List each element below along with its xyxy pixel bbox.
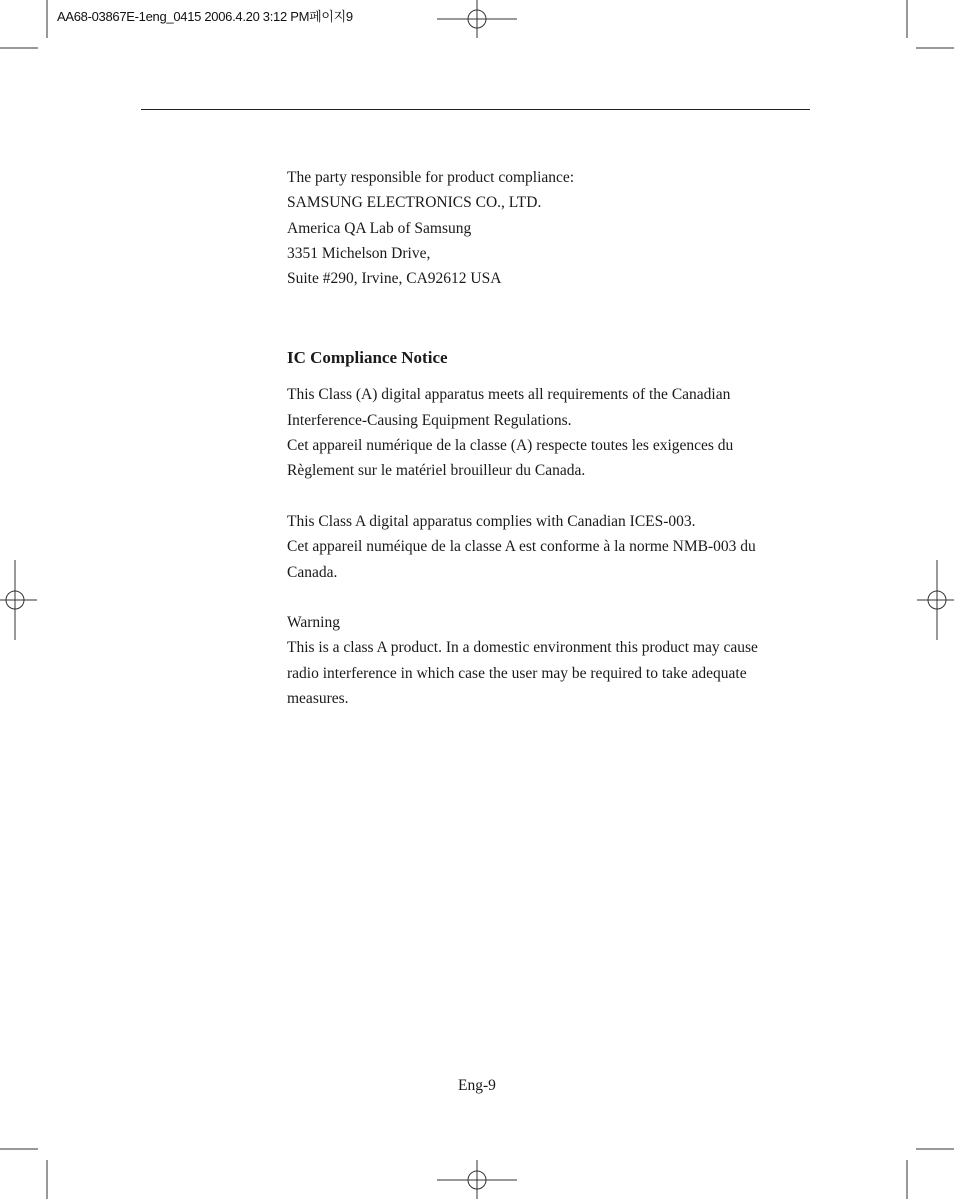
text-line: radio interference in which case the user may be required to take adequate	[287, 664, 747, 682]
ic-notice-paragraph-1	[287, 382, 817, 483]
text-line: Interference-Causing Equipment Regulations.	[287, 411, 572, 429]
text-line: This Class (A) digital apparatus meets all requirements of the Canadian	[287, 386, 731, 404]
company-name: SAMSUNG ELECTRONICS CO., LTD.	[287, 194, 542, 212]
compliance-party-line: The party responsible for product compliance:	[287, 169, 575, 186]
header-rule	[141, 109, 810, 110]
registration-mark-right	[917, 560, 954, 640]
registration-mark-bottom	[437, 1160, 517, 1199]
text-line: This Class A digital apparatus complies with Canadian ICES-003.	[287, 512, 696, 530]
warning-label: Warning	[287, 614, 340, 632]
address-city: Suite #290, Irvine, CA92612 USA	[287, 270, 502, 288]
registration-mark-left	[0, 560, 37, 640]
lab-name: America QA Lab of Samsung	[287, 219, 472, 237]
ic-notice-heading: IC Compliance Notice	[287, 348, 448, 368]
page-content	[287, 165, 817, 711]
text-line: Cet appareil numéique de la classe A est conforme à la norme NMB-003 du	[287, 538, 756, 556]
text-line: Règlement sur le matériel brouilleur du Canada.	[287, 462, 586, 480]
text-line: measures.	[287, 690, 349, 708]
print-slug: AA68-03867E-1eng_0415 2006.4.20 3:12 PM페이지9	[57, 9, 353, 24]
address-street: 3351 Michelson Drive,	[287, 244, 431, 262]
text-line: This is a class A product. In a domestic environment this product may cause	[287, 639, 758, 657]
text-line: Cet appareil numérique de la classe (A) respecte toutes les exigences du	[287, 437, 734, 455]
compliance-party-block	[287, 165, 817, 291]
warning-block	[287, 610, 817, 711]
ic-notice-paragraph-2	[287, 509, 817, 585]
page-number: Eng-9	[458, 1077, 496, 1094]
text-line: Canada.	[287, 563, 338, 581]
registration-mark-top	[437, 0, 517, 38]
